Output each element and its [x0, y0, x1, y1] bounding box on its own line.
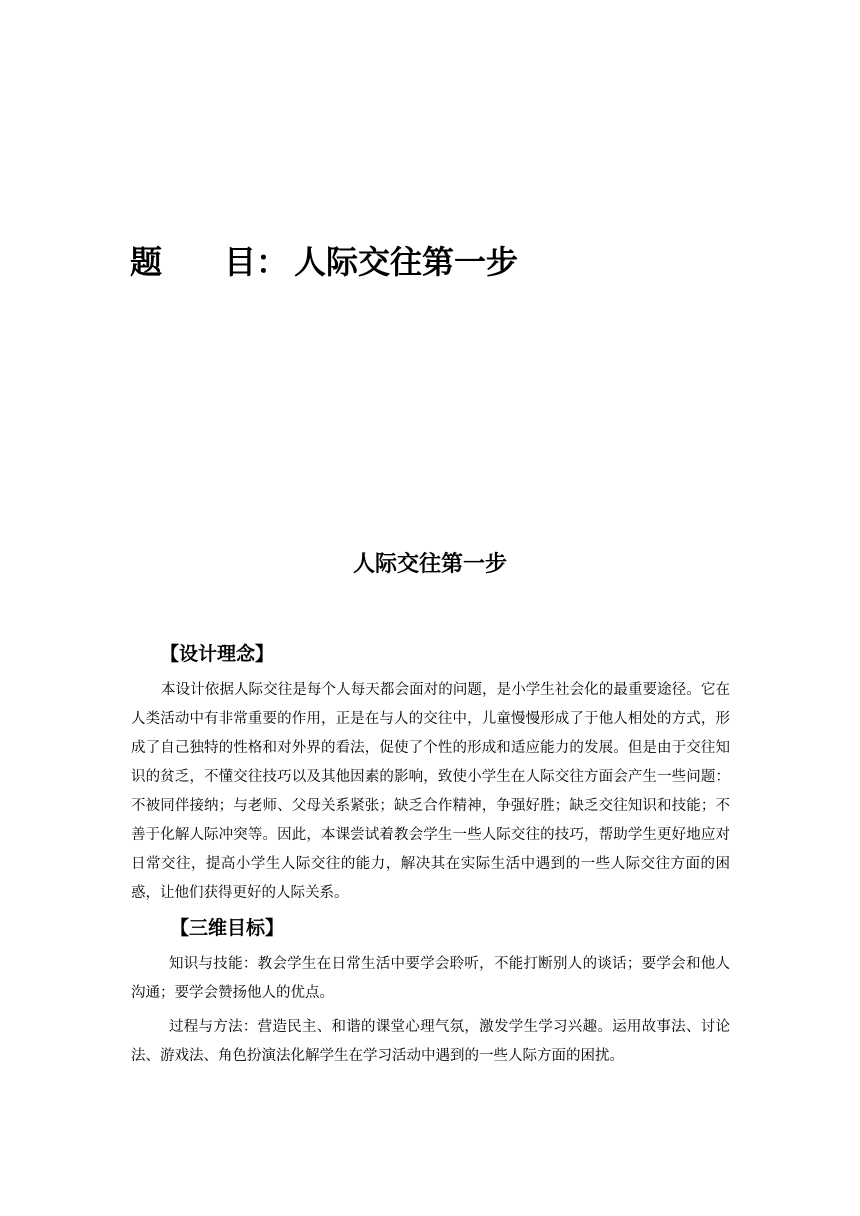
- document-heading: 人际交往第一步: [352, 552, 507, 577]
- paragraph-process-methods: 过程与方法：营造民主、和谐的课堂心理气氛，激发学生学习兴趣。运用故事法、讨论法、游戏法、角色扮演法化解学生在学习活动中遇到的一些人际方面的困扰。: [131, 1019, 730, 1064]
- cover-title-value: 人际交往第一步: [294, 243, 519, 281]
- section-heading-design-concept: 【设计理念】: [160, 643, 275, 665]
- paragraph-design-concept: 本设计依据人际交往是每个人每天都会面对的问题，是小学生社会化的最重要途径。它在人类活动中有非常重要的作用，正是在与人的交往中，儿童慢慢形成了于他人相处的方式，形成了自己独特的性格和对外界的看法，促使了个性的形成和适应能力的发展。但是由于交往知识的贫乏，不懂交往技巧以及其他因素的影响，致使小学生在人际交往方面会产生一些问题：不被同伴接纳；与老师、父母关系紧张；缺乏合作精神，争强好胜；缺乏交往知识和技能；不善于化解人际冲突等。因此，本课尝试着教会学生一些人际交往的技巧，帮助学生更好地应对日常交往，提高小学生人际交往的能力，解决其在实际生活中遇到的一些人际交往方面的困惑，让他们获得更好的人际关系。: [131, 682, 730, 901]
- cover-label-part1: 题: [130, 243, 163, 281]
- paragraph-knowledge-skills: 知识与技能：教会学生在日常生活中要学会聆听，不能打断别人的谈话；要学会和他人沟通；要学会赞扬他人的优点。: [131, 956, 730, 1001]
- cover-title: [130, 240, 518, 284]
- section-heading-objectives: 【三维目标】: [170, 917, 285, 939]
- cover-label-part2: 目：: [224, 243, 289, 281]
